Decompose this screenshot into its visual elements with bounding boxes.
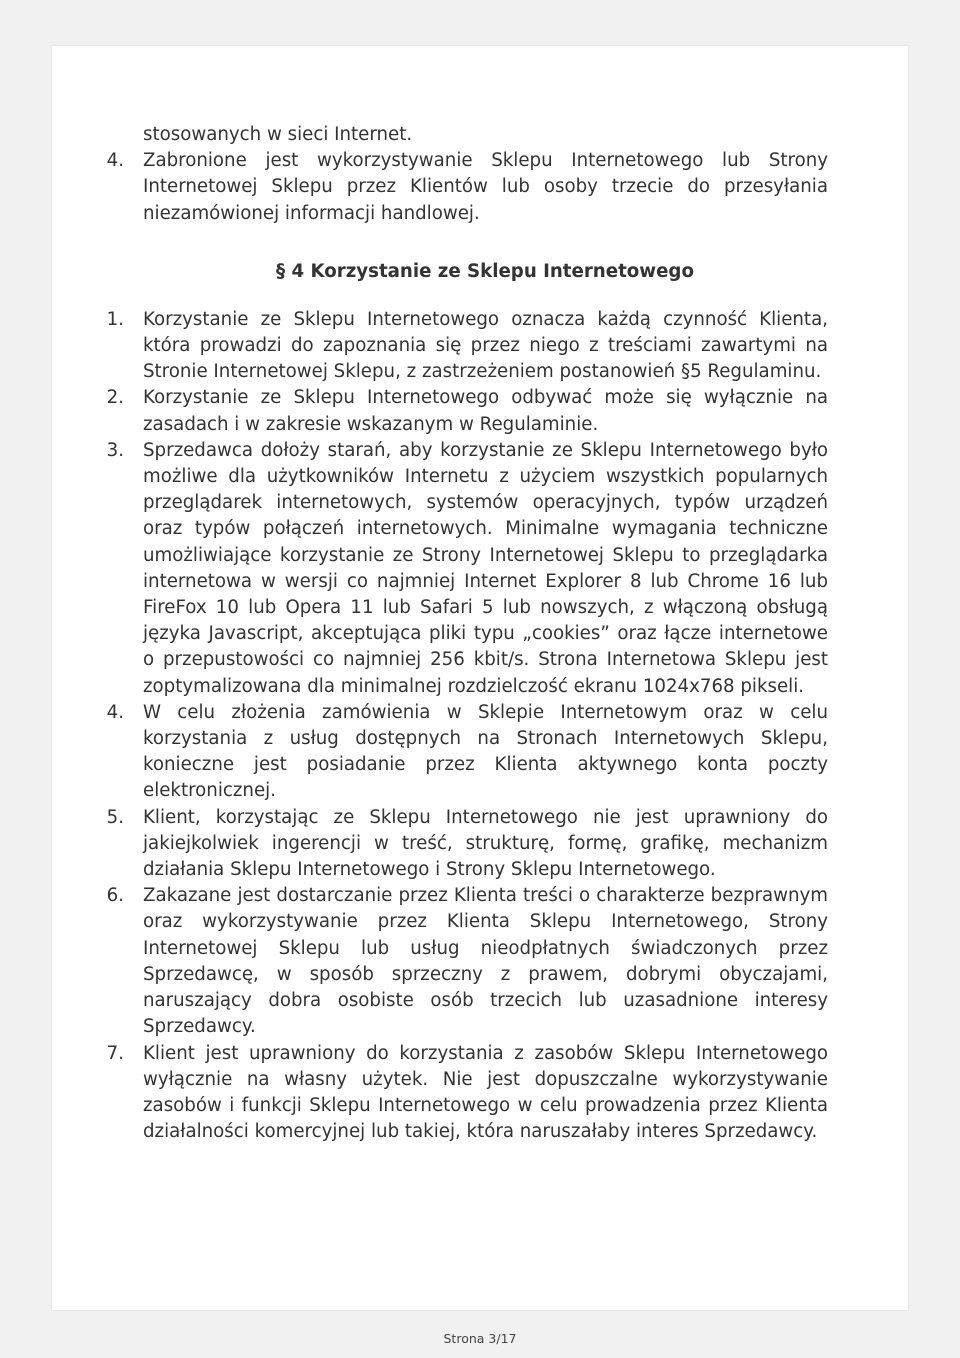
list-item-text: Klient, korzystając ze Sklepu Internetowego nie jest uprawniony do jakiejkolwiek ingerencji w treść, strukturę, formę, grafikę, mechanizm działania Sklepu Internetowego i Strony Sklepu Internetowego. [143, 806, 828, 881]
list-item [102, 438, 828, 700]
list-item-text: Zakazane jest dostarczanie przez Klienta treści o charakterze bezprawnym oraz wykorzystywanie przez Klienta Sklepu Internetowego, Strony Internetowej Sklepu lub usług nieodpłatnych świadczonych przez Sprzedawcę, w sposób sprzeczny z prawem, dobrymi obyczajami, naruszający dobra osobiste osób trzecich lub uzasadnione interesy Sprzedawcy. [143, 885, 828, 1038]
section-heading: § 4 Korzystanie ze Sklepu Internetowego [276, 260, 694, 282]
list-item [102, 148, 828, 227]
section-list [102, 307, 828, 1146]
list-item [102, 385, 828, 437]
list-item-text: Korzystanie ze Sklepu Internetowego oznacza każdą czynność Klienta, która prowadzi do zapoznania się przez niego z treściami zawartymi na Stronie Internetowej Sklepu, z zastrzeżeniem postanowień §5 Regulaminu. [143, 308, 828, 383]
list-item-text: W celu złożenia zamówienia w Sklepie Internetowym oraz w celu korzystania z usług dostępnych na Stronach Internetowych Sklepu, konieczne jest posiadanie przez Klienta aktywnego konta poczty elektronicznej. [143, 701, 828, 802]
page-number: Strona 3/17 [443, 1331, 517, 1346]
list-item-text: Sprzedawca dołoży starań, aby korzystanie ze Sklepu Internetowego było możliwe dla użytkowników Internetu z użyciem wszystkich popularnych przeglądarek internetowych, systemów operacyjnych, typów urządzeń oraz typów połączeń internetowych. Minimalne wymagania techniczne umożliwiające korzystanie ze Strony Internetowej Sklepu to przeglądarka internetowa w wersji co najmniej Internet Explorer 8 lub Chrome 16 lub FireFox 10 lub Opera 11 lub Safari 5 lub nowszych, z włączoną obsługą języka Javascript, akceptująca pliki typu „cookies” oraz łącze internetowe o przepustowości co najmniej 256 kbit/s. Strona Internetowa Sklepu jest zoptymalizowana dla minimalnej rozdzielczość ekranu 1024x768 pikseli. [143, 439, 828, 697]
list-item-number: 1. [106, 308, 124, 330]
document-content [102, 122, 828, 1145]
document-page [52, 46, 908, 1310]
list-item [102, 805, 828, 884]
list-item-number: 5. [106, 806, 124, 828]
continued-text: stosowanych w sieci Internet. [143, 124, 413, 145]
list-item-number: 6. [106, 885, 124, 907]
list-item-text: Zabronione jest wykorzystywanie Sklepu Internetowego lub Strony Internetowej Sklepu przez Klientów lub osoby trzecie do przesyłania niezamówionej informacji handlowej. [143, 150, 828, 224]
list-item-number: 3. [106, 439, 124, 461]
previous-section-list [102, 148, 828, 227]
list-item-number: 4. [106, 701, 124, 723]
list-item [102, 307, 828, 386]
list-item-number: 7. [106, 1042, 124, 1064]
list-item [102, 1041, 828, 1146]
list-item-number: 2. [106, 387, 124, 409]
list-item [102, 883, 828, 1040]
list-item [102, 700, 828, 805]
list-item-text: Klient jest uprawniony do korzystania z zasobów Sklepu Internetowego wyłącznie na własny użytek. Nie jest dopuszczalne wykorzystywanie zasobów i funkcji Sklepu Internetowego w celu prowadzenia przez Klienta działalności komercyjnej lub takiej, która naruszałaby interes Sprzedawcy. [143, 1042, 828, 1143]
list-item-number: 4. [106, 150, 124, 172]
list-item-text: Korzystanie ze Sklepu Internetowego odbywać może się wyłącznie na zasadach i w zakresie wskazanym w Regulaminie. [143, 387, 828, 435]
